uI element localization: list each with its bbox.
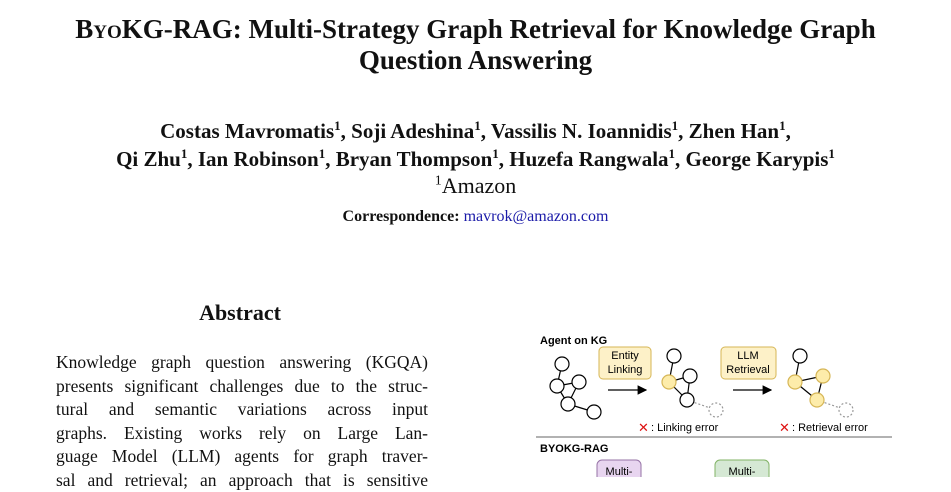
author: Bryan Thompson$^1$ xyxy=(336,147,499,171)
graph-2 xyxy=(662,349,723,417)
graph-node xyxy=(667,349,681,363)
abstract-line: Knowledge graph question answering (KGQA) xyxy=(56,351,428,375)
byokg-rag-label: BYOKG-RAG xyxy=(540,443,608,455)
graph-node xyxy=(587,405,601,419)
graph-node xyxy=(793,349,807,363)
author: Costas Mavromatis$^1$ xyxy=(160,119,341,143)
highlighted-node xyxy=(810,393,824,407)
correspondence-label: Correspondence: xyxy=(343,208,460,225)
agent-on-kg-label: Agent on KG xyxy=(540,335,607,347)
abstract-line: tural and semantic variations across input xyxy=(56,398,428,422)
graph-node xyxy=(572,375,586,389)
abstract-heading: Abstract xyxy=(56,300,424,326)
abstract-body xyxy=(56,351,428,492)
correspondence xyxy=(0,208,951,226)
title-line2: Question Answering xyxy=(359,45,592,75)
author: Soji Adeshina$^1$ xyxy=(351,119,481,143)
method-figure xyxy=(528,326,898,477)
author: Qi Zhu$^1$ xyxy=(116,147,187,171)
error-x-icon: ✕ xyxy=(779,420,790,435)
author: Zhen Han$^1$ xyxy=(689,119,786,143)
abstract-line: sal and retrieval; an approach that is sensitive xyxy=(56,469,428,492)
graph-node xyxy=(683,369,697,383)
graph-3 xyxy=(788,349,853,417)
highlighted-node xyxy=(816,369,830,383)
paper-title xyxy=(0,14,951,76)
graph-1 xyxy=(550,357,601,419)
llm-retrieval-label: Retrieval xyxy=(726,364,769,376)
title-brand: ByoKG-RAG xyxy=(75,14,233,44)
multi-box-b-label: Multi- xyxy=(729,466,756,477)
linking-error-label: : Linking error xyxy=(651,422,719,434)
entity-linking-label: Linking xyxy=(608,364,643,376)
graph-node xyxy=(680,393,694,407)
graph-node xyxy=(561,397,575,411)
author: George Karypis$^1$ xyxy=(686,147,835,171)
abstract-line: graphs. Existing works rely on Large Lan- xyxy=(56,422,428,446)
author: Huzefa Rangwala$^1$ xyxy=(509,147,675,171)
entity-linking-label: Entity xyxy=(611,350,639,362)
affiliation: $^1$Amazon xyxy=(0,173,951,199)
abstract-line: presents significant challenges due to the struc- xyxy=(56,375,428,399)
highlighted-node xyxy=(788,375,802,389)
missing-node xyxy=(839,403,853,417)
graph-node xyxy=(550,379,564,393)
graph-node xyxy=(555,357,569,371)
abstract-line: guage Model (LLM) agents for graph traver- xyxy=(56,445,428,469)
retrieval-error-label: : Retrieval error xyxy=(792,422,868,434)
missing-node xyxy=(709,403,723,417)
title-line1-rest: : Multi-Strategy Graph Retrieval for Knowledge Graph xyxy=(233,14,876,44)
highlighted-node xyxy=(662,375,676,389)
correspondence-email-link[interactable]: mavrok@amazon.com xyxy=(464,208,609,225)
author: Ian Robinson$^1$ xyxy=(198,147,325,171)
error-x-icon: ✕ xyxy=(638,420,649,435)
llm-retrieval-label: LLM xyxy=(737,350,758,362)
author: Vassilis N. Ioannidis$^1$ xyxy=(491,119,678,143)
author-list: Costas Mavromatis$^1$, Soji Adeshina$^1$, Vassilis N. Ioannidis$^1$, Zhen Han$^1$, Qi Zhu$^1$, Ian Robinson$^1$, Bryan Thompson$^1$, Huzefa Rangwala$^1$, George Karypis$^1$ xyxy=(0,117,951,173)
multi-box-a-label: Multi- xyxy=(606,466,633,477)
